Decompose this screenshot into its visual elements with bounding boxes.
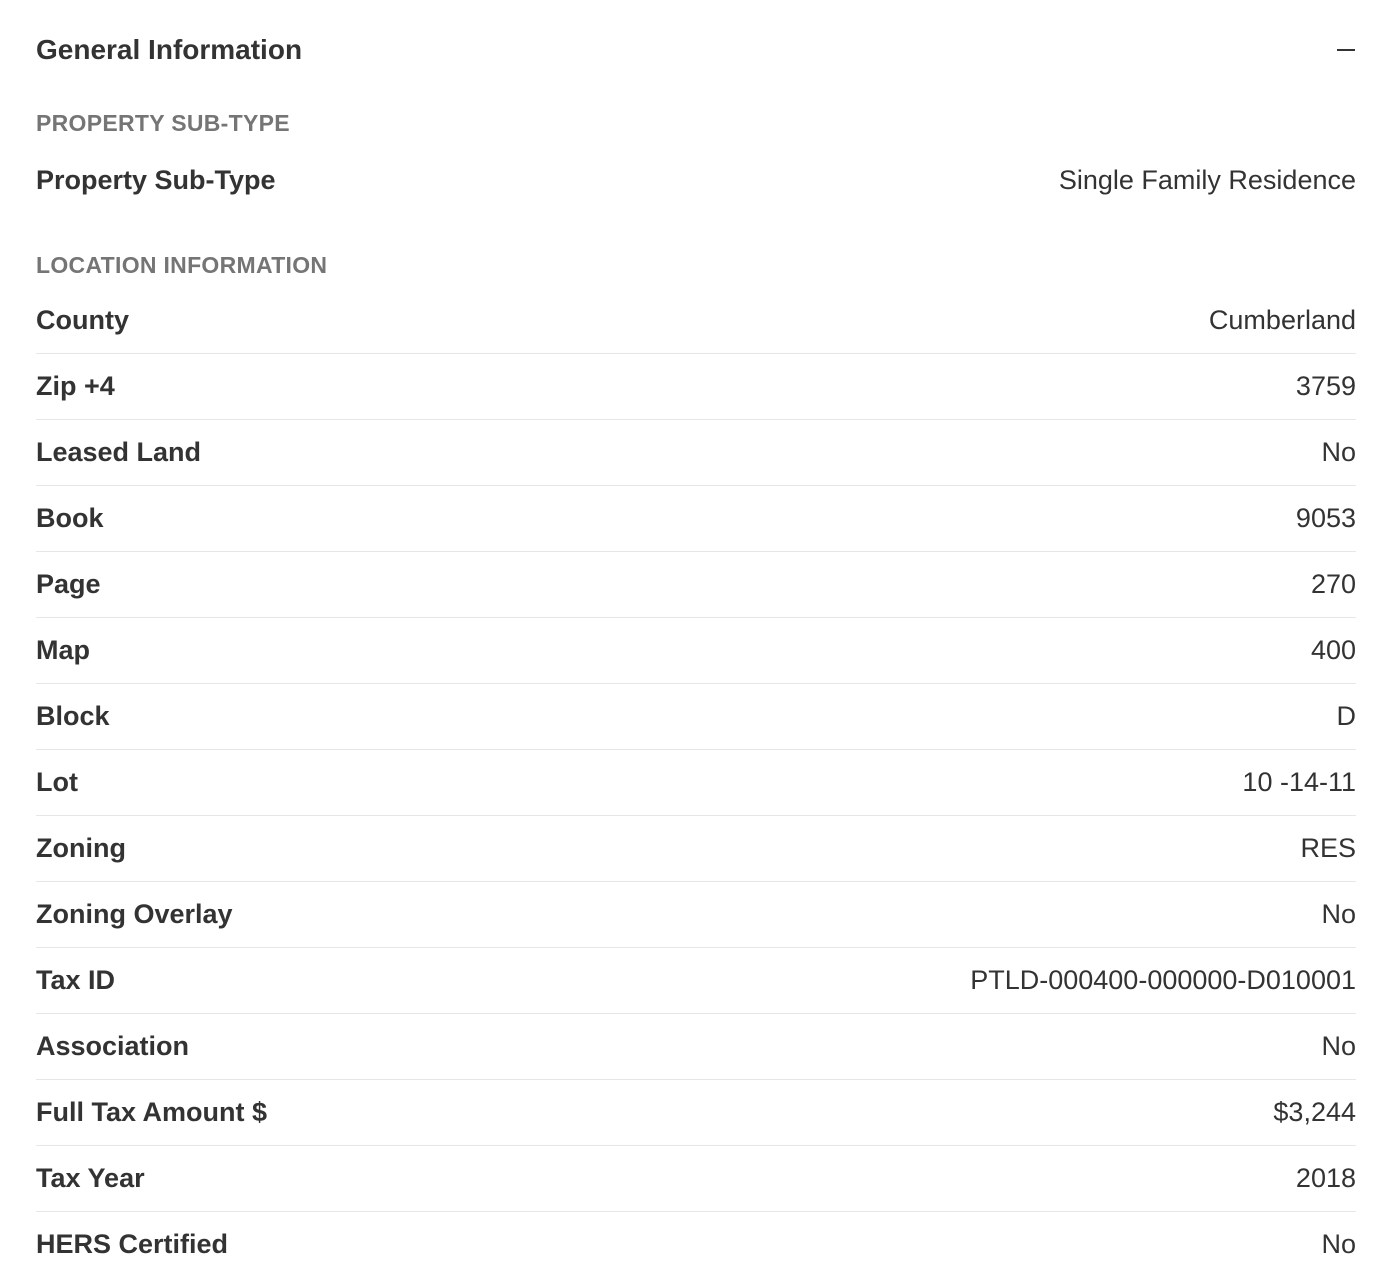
detail-value: 270: [1310, 569, 1356, 599]
detail-value: Single Family Residence: [1058, 164, 1356, 195]
detail-label: County: [36, 305, 129, 335]
section-heading-property-subtype: PROPERTY SUB-TYPE: [36, 109, 290, 136]
detail-value: 10 -14-11: [1242, 767, 1356, 797]
detail-label: Tax ID: [36, 965, 116, 995]
detail-row-zoning: [36, 816, 1356, 882]
detail-value: No: [1321, 437, 1356, 467]
detail-row-book: [36, 486, 1356, 552]
detail-row-hers-certified: [36, 1212, 1356, 1277]
detail-label: HERS Certified: [36, 1229, 229, 1259]
section-heading-location-information: LOCATION INFORMATION: [36, 251, 328, 278]
detail-label: Property Sub-Type: [36, 164, 276, 195]
detail-row-county: [36, 288, 1356, 354]
detail-label: Book: [36, 503, 104, 533]
detail-label: Lot: [36, 767, 78, 797]
detail-row-zip4: [36, 354, 1356, 420]
detail-row-block: [36, 684, 1356, 750]
detail-row-tax-year: [36, 1146, 1356, 1212]
detail-value: No: [1321, 899, 1356, 929]
detail-row-leased-land: [36, 420, 1356, 486]
panel-header[interactable]: [36, 0, 1356, 100]
detail-row-association: [36, 1014, 1356, 1080]
detail-row-tax-id: [36, 948, 1356, 1014]
detail-row-full-tax-amount: [36, 1080, 1356, 1146]
detail-value: No: [1321, 1031, 1356, 1061]
detail-label: Association: [36, 1031, 190, 1061]
detail-value: $3,244: [1273, 1097, 1356, 1127]
detail-label: Block: [36, 701, 110, 731]
minus-icon[interactable]: [1336, 40, 1356, 60]
panel-title: General Information: [36, 34, 303, 65]
detail-row-map: [36, 618, 1356, 684]
location-detail-list: [36, 288, 1356, 1277]
detail-label: Zoning: [36, 833, 126, 863]
detail-value: Cumberland: [1208, 305, 1356, 335]
detail-row-zoning-overlay: [36, 882, 1356, 948]
detail-label: Zip +4: [36, 371, 115, 401]
detail-value: 2018: [1295, 1163, 1356, 1193]
detail-label: Full Tax Amount $: [36, 1097, 268, 1127]
detail-value: 400: [1310, 635, 1356, 665]
detail-label: Page: [36, 569, 101, 599]
detail-value: 9053: [1295, 503, 1356, 533]
detail-value: 3759: [1295, 371, 1356, 401]
detail-row-property-subtype: [36, 146, 1356, 214]
property-subtype-section: [36, 100, 1356, 214]
detail-label: Zoning Overlay: [36, 899, 233, 929]
location-information-section: [36, 242, 1356, 1277]
detail-value: No: [1321, 1229, 1356, 1259]
detail-label: Leased Land: [36, 437, 202, 467]
detail-row-page: [36, 552, 1356, 618]
detail-value: PTLD-000400-000000-D010001: [970, 965, 1356, 995]
detail-value: RES: [1300, 833, 1356, 863]
detail-label: Map: [36, 635, 90, 665]
detail-value: D: [1336, 701, 1356, 731]
detail-row-lot: [36, 750, 1356, 816]
detail-label: Tax Year: [36, 1163, 145, 1193]
